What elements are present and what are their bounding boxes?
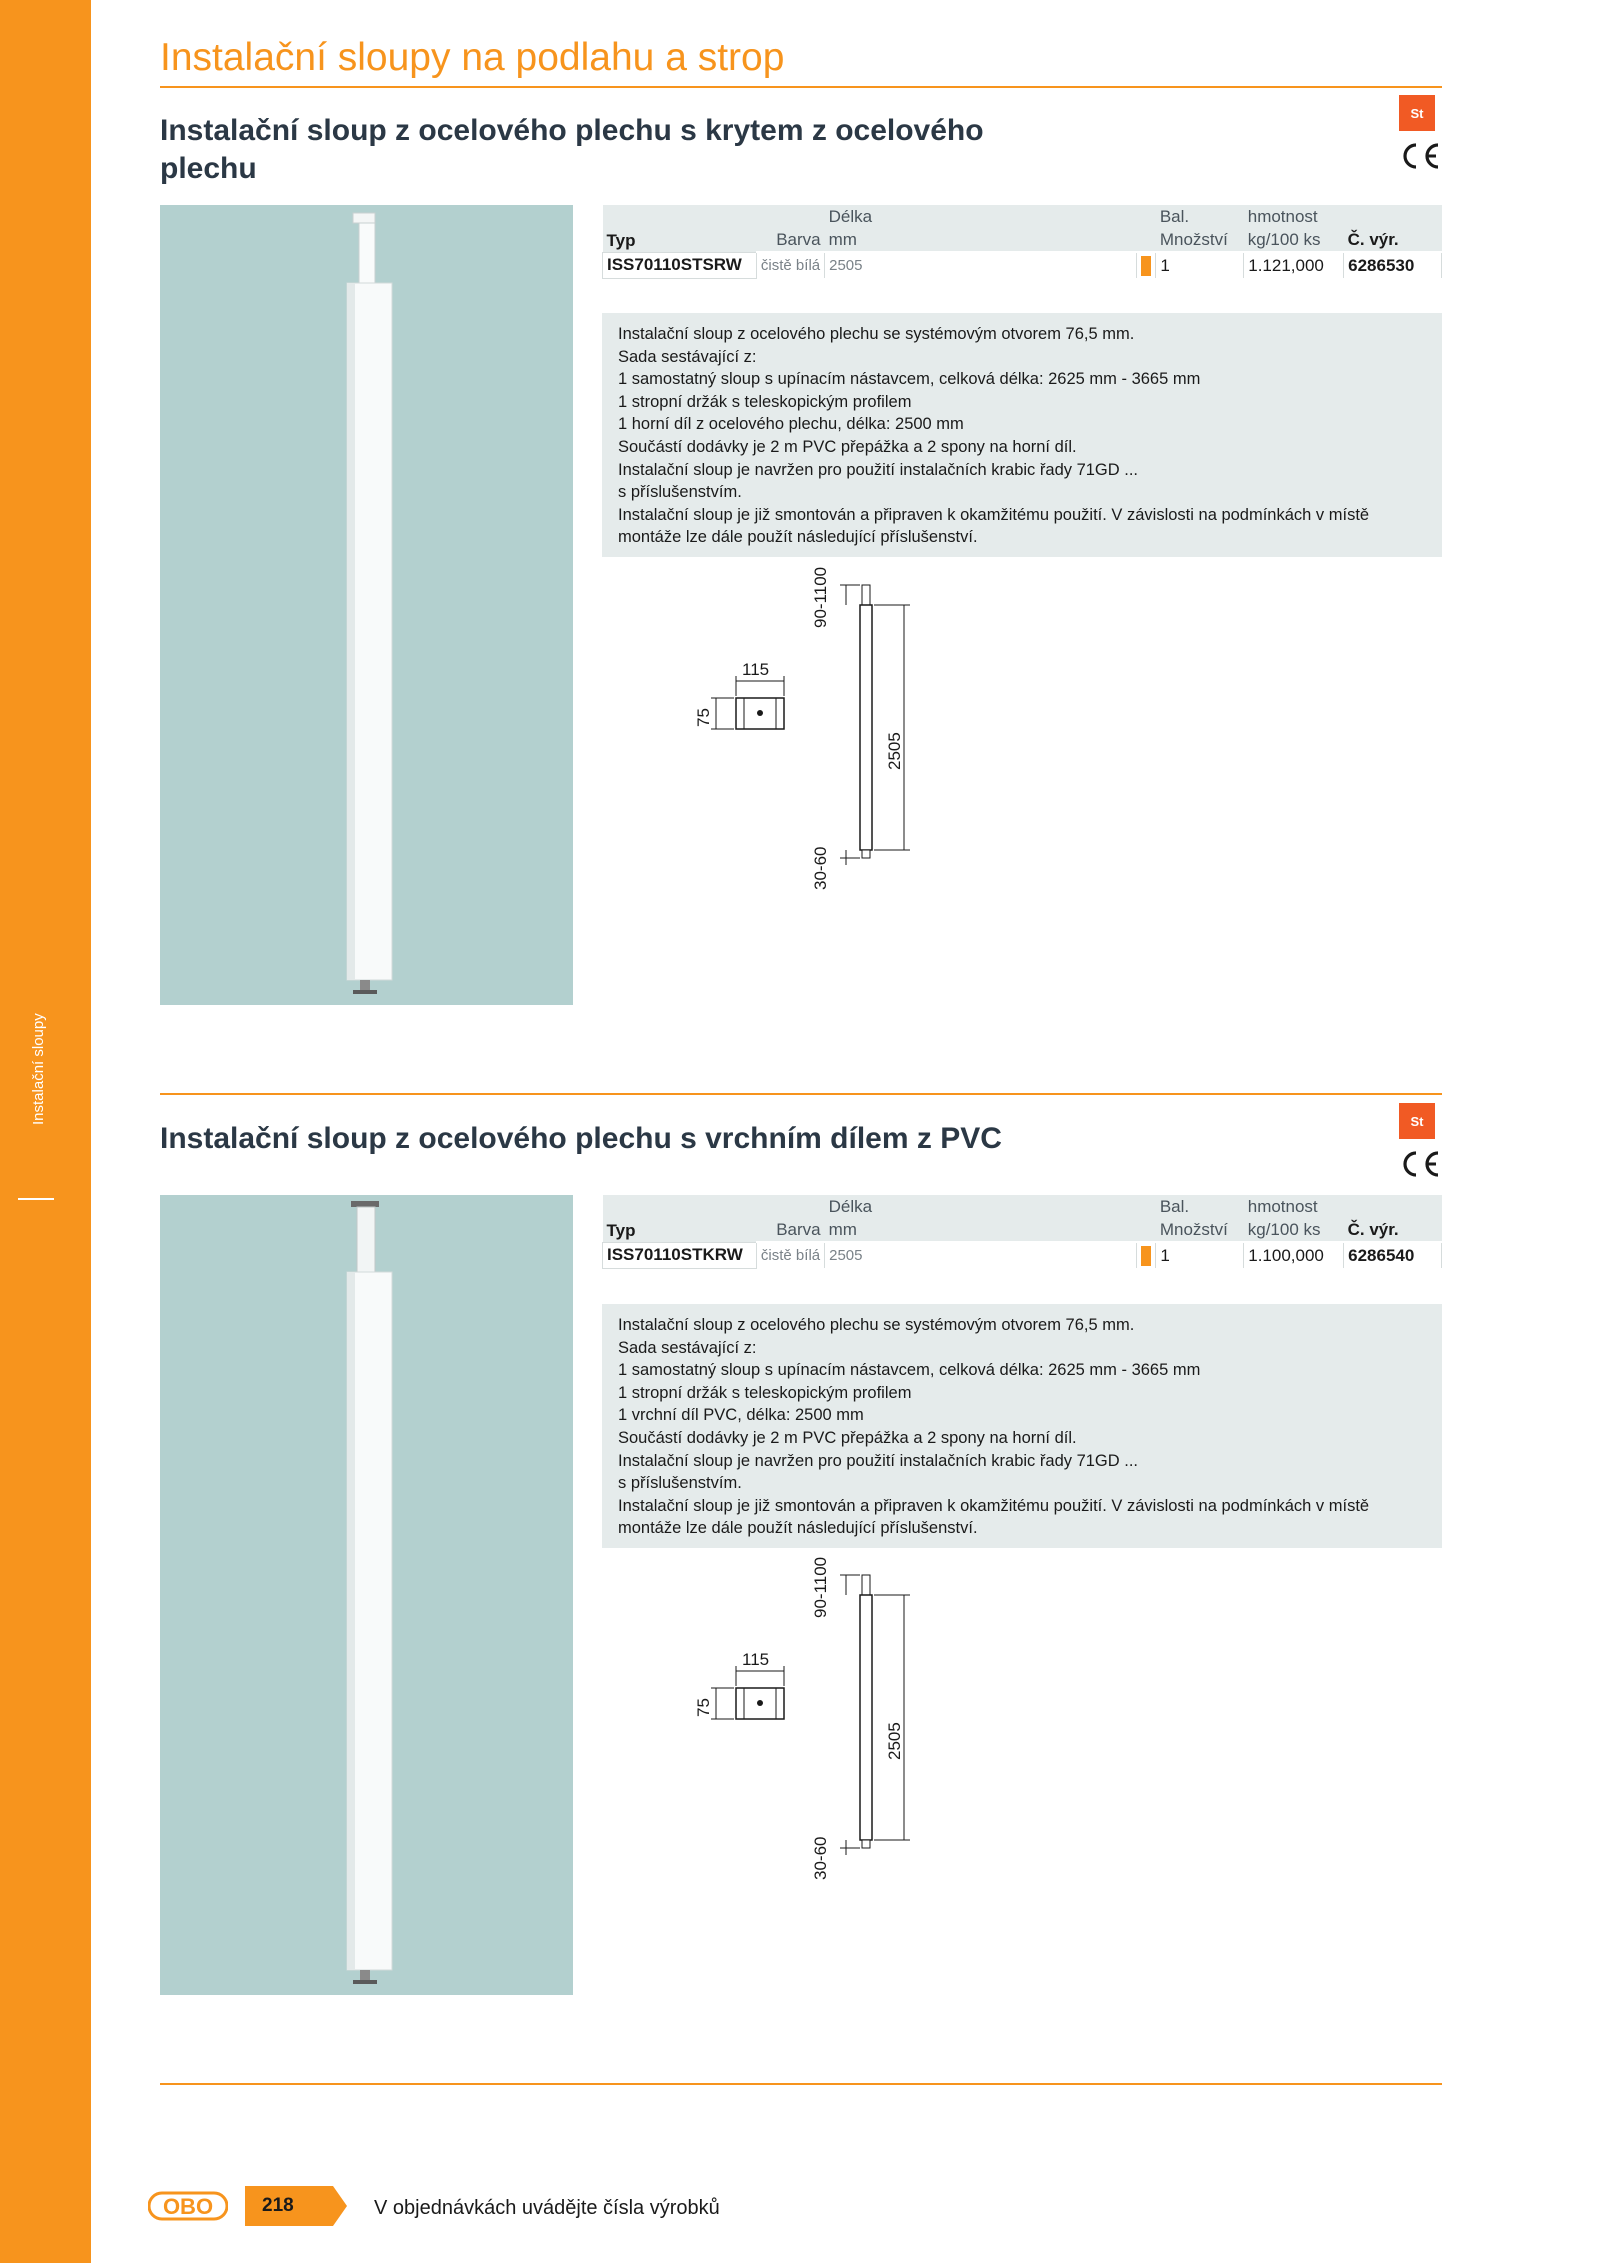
material-badge: St xyxy=(1399,1103,1435,1139)
dim-depth: 75 xyxy=(694,1698,713,1717)
description-line: Instalační sloup je již smontován a připraven k okamžitému použití. V závislosti na podmínkách v místě xyxy=(618,1496,1370,1515)
product-table xyxy=(602,1195,1442,1269)
product-title: Instalační sloup z ocelového plechu s krytem z ocelového plechu xyxy=(160,114,984,185)
dim-top: 90-1100 xyxy=(811,566,830,628)
dim-bottom: 30-60 xyxy=(811,846,830,890)
cell-weight: 1.121,000 xyxy=(1244,252,1344,278)
availability-marker xyxy=(1141,256,1151,276)
logo-text: OBO xyxy=(162,2194,214,2219)
description-line: Instalační sloup je již smontován a připraven k okamžitému použití. V závislosti na podmínkách v místě xyxy=(618,505,1370,524)
cell-article-no: 6286540 xyxy=(1344,1242,1442,1268)
header-pack: Bal. xyxy=(1156,205,1244,228)
header-length-unit: mm xyxy=(825,228,1137,252)
description-line: 1 samostatný sloup s upínacím nástavcem, celková délka: 2625 mm - 3665 mm xyxy=(618,1361,1201,1380)
header-length: Délka xyxy=(825,1195,1137,1218)
header-color: Barva xyxy=(756,228,824,252)
description-line: 1 vrchní díl PVC, délka: 2500 mm xyxy=(618,1406,864,1425)
description-line: s příslušenstvím. xyxy=(618,483,742,502)
description-line: Součástí dodávky je 2 m PVC přepážka a 2 spony na horní díl. xyxy=(618,1428,1077,1447)
header-weight-unit: kg/100 ks xyxy=(1244,1218,1344,1242)
cell-quantity: 1 xyxy=(1156,1242,1244,1268)
header-quantity: Množství xyxy=(1156,1218,1244,1242)
header-article-no: Č. výr. xyxy=(1344,1218,1442,1242)
material-badge: St xyxy=(1399,95,1435,131)
cell-color: čistě bílá xyxy=(756,252,824,278)
product-title: Instalační sloup z ocelového plechu s vrchním dílem z PVC xyxy=(160,1122,1002,1155)
header-type: Typ xyxy=(603,1218,757,1242)
sidebar-label: Instalační sloupy xyxy=(30,1013,47,1125)
dim-depth: 75 xyxy=(694,708,713,727)
description-line: montáže lze dále použít následující příslušenství. xyxy=(618,1519,978,1538)
dim-top: 90-1100 xyxy=(811,1556,830,1618)
description-line: Instalační sloup je navržen pro použití instalačních krabic řady 71GD ... xyxy=(618,1451,1139,1470)
ce-mark-icon xyxy=(1396,1148,1442,1180)
header-length-unit: mm xyxy=(825,1218,1137,1242)
cell-weight: 1.100,000 xyxy=(1244,1242,1344,1268)
header-length: Délka xyxy=(825,205,1137,228)
description-line: 1 stropní držák s teleskopickým profilem xyxy=(618,392,912,411)
table-row xyxy=(603,1242,1442,1268)
product-photo xyxy=(160,205,573,1005)
footer-text: V objednávkách uvádějte čísla výrobků xyxy=(374,2197,720,2219)
availability-marker xyxy=(1141,1246,1151,1266)
description-line: Součástí dodávky je 2 m PVC přepážka a 2 spony na horní díl. xyxy=(618,437,1077,456)
header-type: Typ xyxy=(603,228,757,252)
page-number-tab xyxy=(245,2186,347,2226)
description-line: Sada sestávající z: xyxy=(618,347,757,366)
product-photo xyxy=(160,1195,573,1995)
description-line: Instalační sloup z ocelového plechu se systémovým otvorem 76,5 mm. xyxy=(618,1316,1135,1334)
dim-width: 115 xyxy=(742,1650,770,1669)
cell-article-no: 6286530 xyxy=(1344,252,1442,278)
page-number: 218 xyxy=(262,2195,294,2216)
column-image xyxy=(160,205,573,1005)
sidebar xyxy=(0,0,91,2263)
header-weight-unit: kg/100 ks xyxy=(1244,228,1344,252)
cell-color: čistě bílá xyxy=(756,1242,824,1268)
description-line: Instalační sloup z ocelového plechu se systémovým otvorem 76,5 mm. xyxy=(618,325,1135,343)
section-divider xyxy=(160,1093,1442,1095)
description-line: 1 horní díl z ocelového plechu, délka: 2500 mm xyxy=(618,415,964,434)
description-line: Sada sestávající z: xyxy=(618,1338,757,1357)
title-divider xyxy=(160,86,1442,88)
page-title: Instalační sloupy na podlahu a strop xyxy=(160,36,785,79)
description-line: montáže lze dále použít následující příslušenství. xyxy=(618,528,978,547)
product-description xyxy=(602,313,1442,557)
product-description xyxy=(602,1304,1442,1548)
product-table xyxy=(602,205,1442,279)
dimension-drawing xyxy=(680,555,940,915)
header-quantity: Množství xyxy=(1156,228,1244,252)
sidebar-divider xyxy=(18,1198,54,1200)
dim-length: 2505 xyxy=(885,732,904,770)
description-line: 1 samostatný sloup s upínacím nástavcem, celková délka: 2625 mm - 3665 mm xyxy=(618,370,1201,389)
description-line: 1 stropní držák s teleskopickým profilem xyxy=(618,1383,912,1402)
header-pack: Bal. xyxy=(1156,1195,1244,1218)
cell-type: ISS70110STSRW xyxy=(603,252,757,278)
header-article-no: Č. výr. xyxy=(1344,228,1442,252)
dim-bottom: 30-60 xyxy=(811,1836,830,1880)
dim-width: 115 xyxy=(742,660,770,679)
cell-type: ISS70110STKRW xyxy=(603,1242,757,1268)
description-line: Instalační sloup je navržen pro použití instalačních krabic řady 71GD ... xyxy=(618,460,1139,479)
section-divider xyxy=(160,2083,1442,2085)
header-weight: hmotnost xyxy=(1244,205,1344,228)
dimension-drawing xyxy=(680,1545,940,1905)
header-weight: hmotnost xyxy=(1244,1195,1344,1218)
cell-quantity: 1 xyxy=(1156,252,1244,278)
dim-length: 2505 xyxy=(885,1722,904,1760)
table-row xyxy=(603,252,1442,278)
obo-logo xyxy=(148,2191,228,2221)
ce-mark-icon xyxy=(1396,140,1442,172)
column-image xyxy=(160,1195,573,1995)
description-line: s příslušenstvím. xyxy=(618,1474,742,1493)
cell-length: 2505 xyxy=(825,252,1137,278)
cell-length: 2505 xyxy=(825,1242,1137,1268)
header-color: Barva xyxy=(756,1218,824,1242)
